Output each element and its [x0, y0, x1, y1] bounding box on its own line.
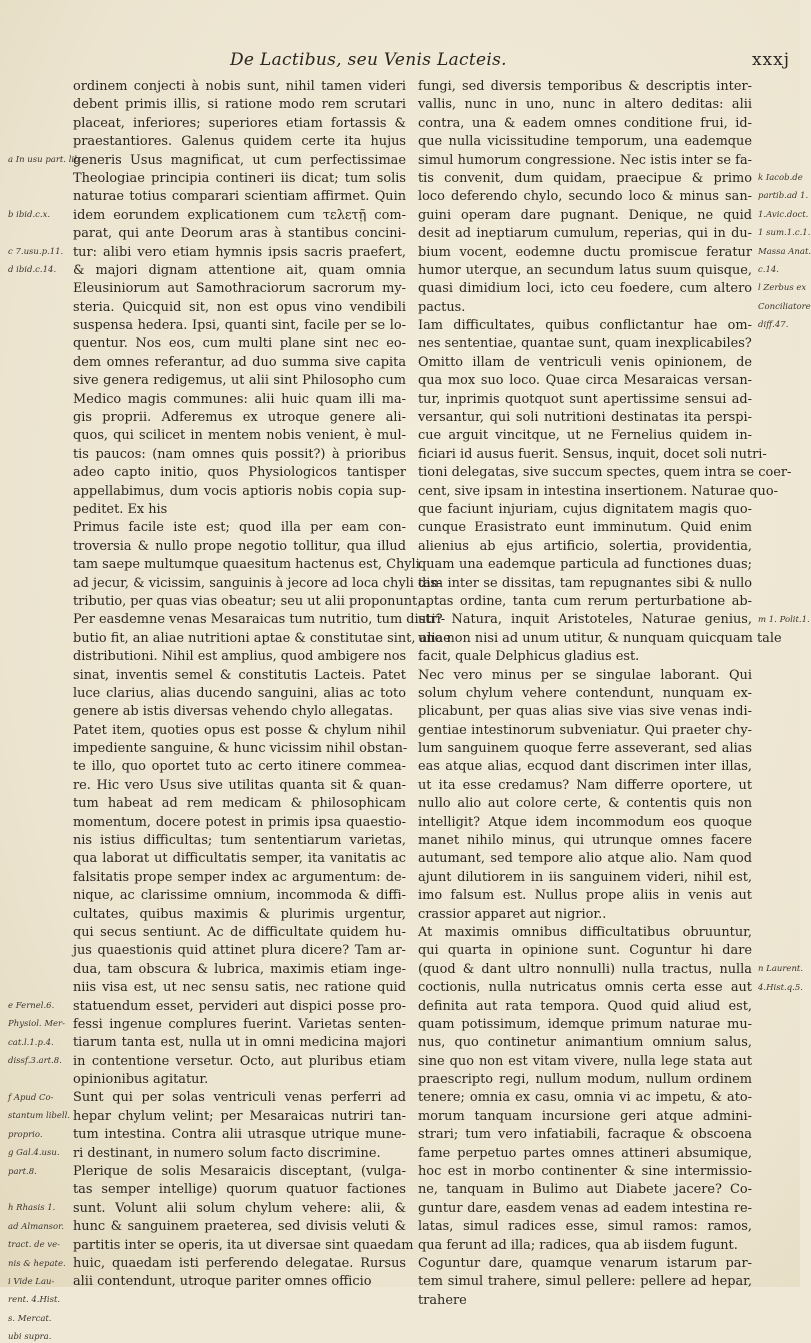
margin-note: stantum libell.: [8, 1111, 71, 1122]
text-line: ficiari id ausus fuerit. Sensus, inquit, docet soli nutri-: [418, 446, 767, 462]
text-line: fessi ingenue complures fuerint. Varietas senten-: [73, 1016, 406, 1032]
text-line: cent, sive ipsam in intestina insertionem. Naturae quo-: [418, 483, 778, 499]
margin-note: 1.Avic.doct.: [758, 209, 809, 220]
text-line: sive genera redigemus, ut alii sint Philosopho cum: [73, 373, 406, 389]
text-line: ad jecur, & vicissim, sanguinis à jecore ad loca chyli dis-: [73, 575, 442, 591]
margin-note: h Rhasis 1.: [8, 1203, 56, 1214]
text-line: placeat, inferiores; superiores etiam fortassis &: [73, 115, 406, 131]
text-line: quam una eademque particula ad functiones duas;: [418, 557, 752, 573]
text-line: tis paucos: (nam omnes quis possit?) à prioribus: [73, 446, 406, 462]
margin-note: Physiol. Mer-: [8, 1019, 65, 1030]
margin-note: s. Mercat.: [8, 1313, 52, 1324]
margin-note: l Zerbus ex: [758, 283, 807, 294]
text-line: peditet. Ex his: [73, 501, 168, 517]
text-line: tas semper intellige) quorum quatuor factiones: [73, 1182, 406, 1198]
text-line: Medico magis communes: alii huic quam illi ma-: [73, 391, 406, 407]
margin-note: 1 sum.1.c.1.: [758, 228, 811, 239]
text-line: que faciunt injuriam, cujus dignitatem magis quo-: [418, 501, 752, 517]
text-line: guntur dare, easdem venas ad eadem intestina re-: [418, 1200, 752, 1216]
text-line: adeo capto initio, quos Physiologicos tantisper: [73, 465, 406, 481]
text-line: fungi, sed diversis temporibus & descriptis inter-: [418, 79, 752, 94]
text-line: ut ita esse credamus? Nam differre oportere, ut: [418, 777, 752, 793]
text-line: versantur, qui soli nutritioni destinatas ita perspi-: [418, 410, 752, 426]
text-line: morum tanquam incursione geri atque admini-: [418, 1108, 752, 1124]
text-line: loco deferendo chylo, secundo loco & minus san-: [418, 189, 752, 205]
text-line: qua mox suo loco. Quae circa Mesaraicas versan-: [418, 373, 752, 389]
text-line: gentiae intestinorum subveniatur. Qui praeter chy-: [418, 722, 752, 738]
text-line: jus quaestionis quid attinet plura dicere? Tam ar-: [73, 943, 406, 959]
margin-note: rent. 4.Hist.: [8, 1295, 61, 1306]
margin-note: ad Almansor.: [8, 1221, 64, 1232]
text-line: pactus.: [418, 299, 466, 315]
text-line: Sunt qui per solas ventriculi venas perferri ad: [73, 1090, 406, 1106]
margin-note: c.14.: [758, 265, 779, 275]
text-line: Iam difficultates, quibus conflictantur hae om-: [418, 318, 752, 334]
text-line: ajunt dilutiorem in iis sanguinem videri, nihil est,: [418, 869, 752, 885]
margin-note: m 1. Polit.1.: [758, 614, 810, 625]
text-line: lum sanguinem quoque ferre asseverant, sed alias: [418, 741, 752, 757]
text-line: nus, quo continetur animantium omnium salus,: [418, 1035, 752, 1051]
text-line: uti? Natura, inquit Aristoteles, Naturae genius,: [418, 612, 752, 628]
text-line: aptas ordine, tanta cum rerum perturbatione ab-: [418, 593, 752, 609]
text-line: sine quo non est vitam vivere, nulla lege stata aut: [418, 1053, 752, 1069]
text-line: plicabunt, per quas alias sive vias sive venas indi-: [418, 704, 752, 720]
text-line: troversia & nullo prope negotio tollitur, qua illud: [73, 538, 406, 554]
text-line: nullo alio aut colore certe, & contentis quis non: [418, 796, 752, 812]
margin-note: ubi supra.: [8, 1332, 52, 1343]
text-line: praestantiores. Galenus quidem certe ita hujus: [73, 134, 406, 150]
text-line: momentum, docere potest in primis ipsa quaestio-: [73, 814, 406, 830]
text-line: partitis inter se operis, ita ut diversae sint quaedam: [73, 1237, 414, 1253]
text-line: butio fit, an aliae nutritioni aptae & constitutae sint, aliae: [73, 630, 451, 646]
text-line: tur: alibi vero etiam hymnis ipsis sacris praefert,: [73, 244, 406, 260]
text-line: tam inter se dissitas, tam repugnantes sibi & nullo: [418, 575, 752, 591]
margin-note: k Iacob.de: [758, 173, 803, 183]
text-line: tributio, per quas vias obeatur; seu ut alii proponunt,: [73, 593, 422, 609]
margin-note: 4.Hist.q.5.: [758, 982, 803, 993]
text-line: solum chylum vehere contendunt, nunquam ex-: [418, 685, 752, 701]
text-line: tioni delegatas, sive succum spectes, quem intra se coer-: [418, 465, 792, 481]
text-line: cue arguit vincitque, ut ne Fernelius quidem in-: [418, 428, 752, 444]
text-line: hunc & sanguinem praeterea, sed divisis veluti &: [73, 1219, 406, 1235]
text-line: strari; tum vero infatiabili, facraque & obscoena: [418, 1127, 752, 1143]
text-line: (quod & dant ultro nonnulli) nulla tractus, nulla: [418, 961, 752, 977]
text-line: Per easdemne venas Mesaraicas tum nutritio, tum distri-: [73, 612, 446, 628]
text-line: debent primis illis, si ratione modo rem scrutari: [73, 97, 406, 113]
text-line: dem omnes referantur, ad duo summa sive capita: [73, 354, 406, 370]
margin-note: dissf.3.art.8.: [8, 1056, 62, 1067]
text-line: suspensa hedera. Ipsi, quanti sint, facile per se lo-: [73, 318, 406, 334]
text-line: opinionibus agitatur.: [73, 1072, 209, 1088]
text-line: in contentione versetur. Octo, aut pluribus etiam: [73, 1053, 406, 1069]
text-line: dua, tam obscura & lubrica, maximis etiam inge-: [73, 961, 406, 977]
margin-note: diff.47.: [758, 320, 789, 331]
text-line: intelligit? Atque idem incommodum eos quoque: [418, 814, 752, 830]
margin-note: i Vide Lau-: [8, 1277, 55, 1287]
text-line: idem eorundem explicationem cum τελετῇ com-: [73, 207, 406, 223]
text-line: tam saepe multumque quaesitum hactenus est, Chyli: [73, 557, 420, 573]
text-line: simul humorum congressione. Nec istis inter se fa-: [418, 152, 752, 168]
text-line: parat, qui ante Deorum aras à stantibus concini-: [73, 226, 406, 242]
text-line: Primus facile iste est; quod illa per eam con-: [73, 520, 406, 536]
text-line: trahere: [418, 1292, 467, 1308]
margin-note: proprio.: [8, 1129, 43, 1140]
page-header: [200, 50, 790, 74]
margin-note: f Apud Co-: [8, 1093, 54, 1103]
text-line: sinat, inventis semel & constitutis Lacteis. Patet: [73, 667, 406, 683]
text-line: qui quarta in opinione sunt. Coguntur hi dare: [418, 943, 752, 959]
running-title: De Lactibus, seu Venis Lacteis.: [230, 50, 507, 70]
text-line: sunt. Volunt alii solum chylum vehere: alii, &: [73, 1200, 406, 1216]
text-line: steria. Quicquid sit, non est opus vino vendibili: [73, 299, 406, 315]
text-line: ri destinant, in numero solum facto discrimine.: [73, 1145, 381, 1161]
page-number: xxxj: [751, 50, 790, 70]
text-line: tis convenit, dum quidam, praecipue & primo: [418, 170, 752, 186]
text-line: fame perpetuo partes omnes attineri absumique,: [418, 1145, 752, 1161]
text-line: bium vocent, eodemne ductu promiscue feratur: [418, 244, 752, 260]
text-line: qua laborat ut difficultatis semper, ita vanitatis ac: [73, 851, 406, 867]
text-line: Omitto illam de ventriculi venis opinionem, de: [418, 354, 752, 370]
text-line: Plerique de solis Mesaraicis disceptant, (vulga-: [73, 1164, 406, 1180]
text-line: qui secus sentiunt. Ac de difficultate quidem hu-: [73, 924, 406, 940]
margin-note: part.8.: [8, 1166, 37, 1177]
text-line: crassior apparet aut nigrior..: [418, 906, 607, 922]
text-line: humor uterque, an secundum latus suum quisque,: [418, 262, 752, 278]
text-line: que nulla vicissitudine temporum, una eademque: [418, 134, 752, 150]
text-line: uno non nisi ad unum utitur, & nunquam quicquam tale: [418, 630, 782, 646]
text-line: tur, inprimis quotquot sunt apertissime sensui ad-: [418, 391, 752, 407]
text-line: hepar chylum velint; per Mesaraicas nutriri tan-: [73, 1108, 406, 1124]
margin-note: g Gal.4.usu.: [8, 1148, 60, 1159]
margin-note: e Fernel.6.: [8, 1001, 55, 1011]
text-line: quos, qui scilicet in mentem nobis venient, è mul-: [73, 428, 406, 444]
text-line: facit, quale Delphicus gladius est.: [418, 649, 640, 665]
text-line: naturae totius comparari scientiam affirmet. Quin: [73, 189, 406, 205]
text-line: desit ad ineptiarum cumulum, reperias, qui in du-: [418, 226, 752, 242]
text-line: statuendum esset, pervideri aut dispici posse pro-: [73, 998, 406, 1014]
text-line: re. Hic vero Usus sive utilitas quanta sit & quan-: [73, 777, 406, 793]
margin-note: c 7.usu.p.11.: [8, 246, 64, 257]
text-line: qua ferunt ad illa; radices, qua ab iisdem fugunt.: [418, 1237, 738, 1253]
text-line: vallis, nunc in uno, nunc in altero deditas: alii: [418, 97, 752, 113]
margin-note: tract. de ve-: [8, 1240, 61, 1251]
text-line: manet nihilo minus, qui utrunque omnes facere: [418, 833, 752, 849]
text-line: definita aut rata tempora. Quod quid aliud est,: [418, 998, 752, 1014]
text-line: latas, simul radices esse, simul ramos: ramos,: [418, 1219, 752, 1235]
text-line: distributioni. Nihil est amplius, quod ambigere nos: [73, 649, 407, 665]
text-line: gis proprii. Adferemus ex utroque genere ali-: [73, 410, 406, 426]
text-line: quentur. Nos eos, cum multi plane sint nec eo-: [73, 336, 406, 352]
text-line: Eleusiniorum aut Samothraciorum sacrorum my-: [73, 281, 406, 297]
text-line: generis Usus magnificat, ut cum perfectissimae: [73, 152, 406, 168]
margin-note: cat.l.1.p.4.: [8, 1037, 54, 1048]
text-line: alii contendunt, utroque pariter omnes officio: [73, 1274, 372, 1290]
text-line: ne, tanquam in Bulimo aut Diabete jacere? Co-: [418, 1182, 752, 1198]
margin-note: partib.ad 1.: [758, 191, 809, 202]
text-line: alienius ab ejus artificio, solertia, providentia,: [418, 538, 752, 554]
text-line: niis visa est, ut nec sensu satis, nec ratione quid: [73, 980, 406, 996]
text-line: coctionis, nulla nutricatus omnis certa esse aut: [418, 980, 752, 996]
margin-note: Massa Anat.: [758, 246, 811, 257]
margin-note: d ibid.c.14.: [8, 265, 57, 275]
text-line: cunque Erasistrato eunt imminutum. Quid enim: [418, 520, 752, 536]
text-line: praescripto regi, nullum modum, nullum ordinem: [418, 1072, 752, 1088]
margin-note: nis & hepate.: [8, 1258, 66, 1269]
text-line: tum intestina. Contra alii utrasque utrique mune-: [73, 1127, 406, 1143]
text-line: luce clarius, alias ducendo sanguini, alias ac toto: [73, 685, 406, 701]
margin-note: a In usu part. lib.: [8, 154, 83, 165]
text-line: eas atque alias, ecquod dant discrimen inter illas,: [418, 759, 752, 775]
text-line: Patet item, quoties opus est posse & chylum nihil: [73, 722, 406, 738]
text-line: ordinem conjecti à nobis sunt, nihil tamen videri: [73, 79, 406, 94]
text-line: huic, quaedam isti perferendo delegatae. Rursus: [73, 1256, 406, 1271]
text-line: tenere; omnia ex casu, omnia vi ac impetu, & ato-: [418, 1090, 752, 1106]
text-line: nes sententiae, quantae sunt, quam inexplicabiles?: [418, 336, 752, 352]
text-line: impediente sanguine, & hunc vicissim nihil obstan-: [73, 741, 408, 757]
text-line: & majori dignam attentione ait, quam omnia: [73, 262, 406, 278]
text-line: appellabimus, dum vocis aptioris nobis copia sup-: [73, 483, 406, 499]
text-line: tem simul trahere, simul pellere: pellere ad hepar,: [418, 1274, 752, 1290]
text-line: quam potissimum, idemque primum naturae mu-: [418, 1016, 752, 1032]
text-line: quasi dimidium loci, icto ceu foedere, cum altero: [418, 281, 752, 297]
text-line: nis istius difficultas; tum sententiarum varietas,: [73, 833, 406, 849]
text-line: tiarum tanta est, nulla ut in omni medicina majori: [73, 1035, 406, 1051]
text-line: Theologiae principia contineri iis dicat; tum solis: [73, 170, 406, 186]
text-line: Coguntur dare, quamque venarum istarum par-: [418, 1256, 752, 1271]
text-line: tum habeat ad rem medicam & philosophicam: [73, 796, 406, 812]
text-line: autumant, sed tempore alio atque alio. Nam quod: [418, 851, 752, 867]
text-line: hoc est in morbo continenter & sine intermissio-: [418, 1164, 752, 1180]
text-line: contra, una & eadem omnes conditione frui, id-: [418, 115, 752, 131]
text-line: cultates, quibus maximis & plurimis urgentur,: [73, 906, 406, 922]
text-line: guini operam dare pugnant. Denique, ne quid: [418, 207, 752, 223]
text-line: falsitatis prope semper index ac argumentum: de-: [73, 869, 406, 885]
text-line: nique, ac clarissime omnium, incommoda & diffi-: [73, 888, 406, 904]
margin-note: b ibid.c.x.: [8, 209, 51, 220]
margin-note: Conciliatore: [758, 301, 811, 312]
text-line: te illo, quo oportet tuto ac certo itinere commea-: [73, 759, 406, 775]
text-line: At maximis omnibus difficultatibus obruuntur,: [418, 924, 752, 940]
text-line: Nec vero minus per se singulae laborant. Qui: [418, 667, 752, 683]
text-line: genere ab istis diversas vehendo chylo allegatas.: [73, 704, 394, 720]
margin-note: n Laurent.: [758, 964, 804, 975]
text-line: imo falsum est. Nullus prope aliis in venis aut: [418, 888, 752, 904]
